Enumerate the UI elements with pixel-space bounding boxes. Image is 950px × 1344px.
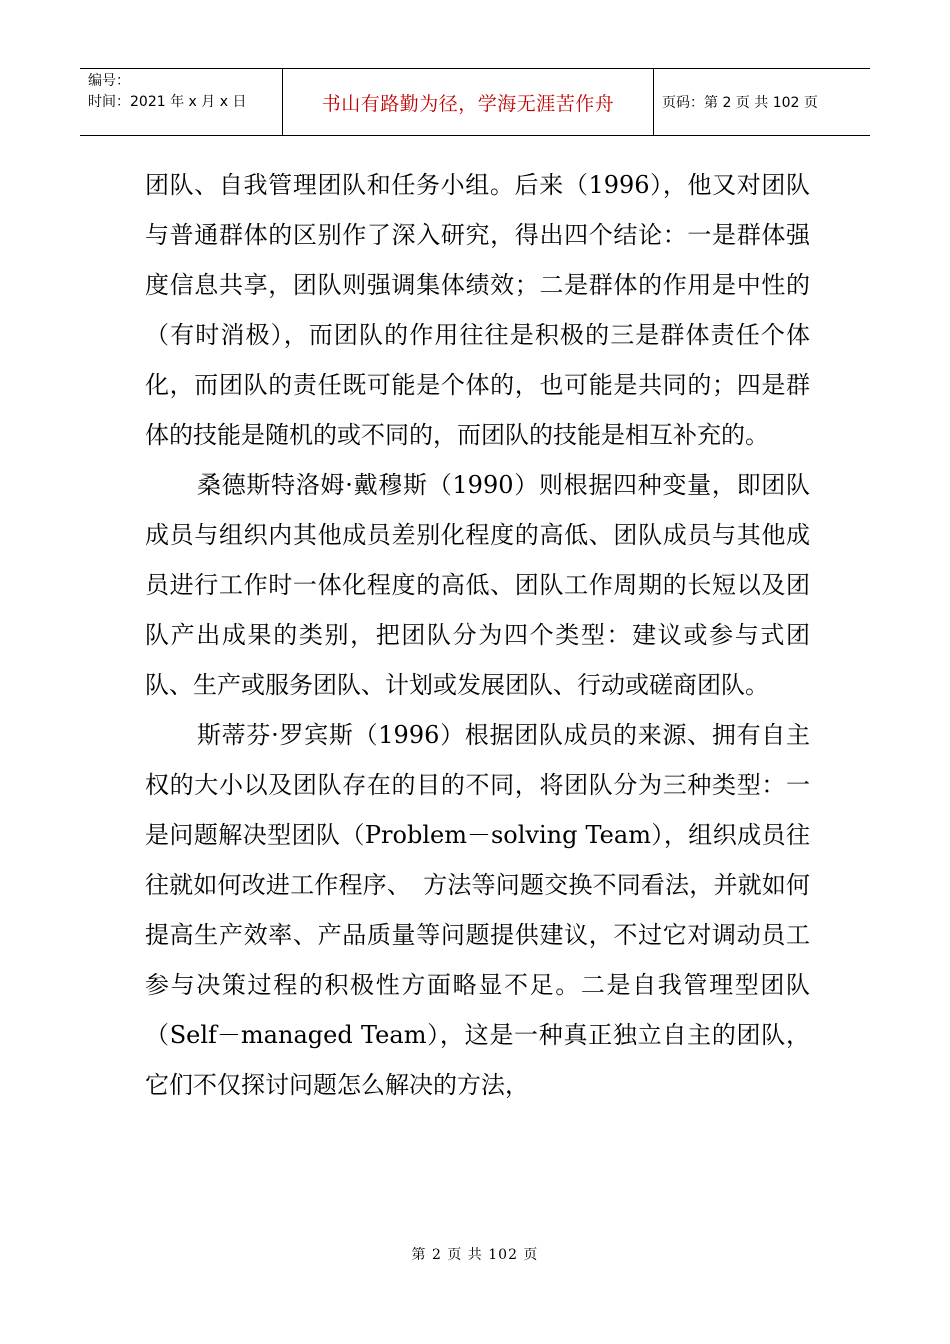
header-time-label: 时间：2021 年 x 月 x 日 [88,94,247,110]
header-meta-cell [80,69,283,135]
header-motto: 书山有路勤为径，学海无涯苦作舟 [283,69,654,135]
body-paragraph: 桑德斯特洛姆·戴穆斯（1990）则根据四种变量，即团队成员与组织内其他成员差别化程度的高低、团队成员与其他成员进行工作时一体化程度的高低、团队工作周期的长短以及团队产出成果的类别，把团队分为四个类型：建议或参与式团队、生产或服务团队、计划或发展团队、行动或磋商团队。 [145,471,810,699]
page-header [80,68,870,136]
body-paragraph: 斯蒂芬·罗宾斯（1996）根据团队成员的来源、拥有自主权的大小以及团队存在的目的不同，将团队分为三种类型：一是问题解决型团队（Problem－solving Team），组织成员往往就如何改进工作程序、 方法等问题交换不同看法，并就如何提高生产效率、产品质量等问题提供建议，不过它对调动员工参与决策过程的积极性方面略显不足。二是自我管理型团队（Self－managed Team），这是一种真正独立自主的团队，它们不仅探讨问题怎么解决的方法， [145,721,810,1099]
header-number-label: 编号： [88,73,130,89]
document-body [145,160,810,1110]
page-footer: 第 2 页 共 102 页 [411,1247,539,1263]
body-paragraph: 团队、自我管理团队和任务小组。后来（1996），他又对团队与普通群体的区别作了深入研究，得出四个结论：一是群体强度信息共享，团队则强调集体绩效；二是群体的作用是中性的（有时消极），而团队的作用往往是积极的三是群体责任个体化，而团队的责任既可能是个体的，也可能是共同的；四是群体的技能是随机的或不同的，而团队的技能是相互补充的。 [145,171,810,449]
header-page-info: 页码：第 2 页 共 102 页 [662,95,818,111]
